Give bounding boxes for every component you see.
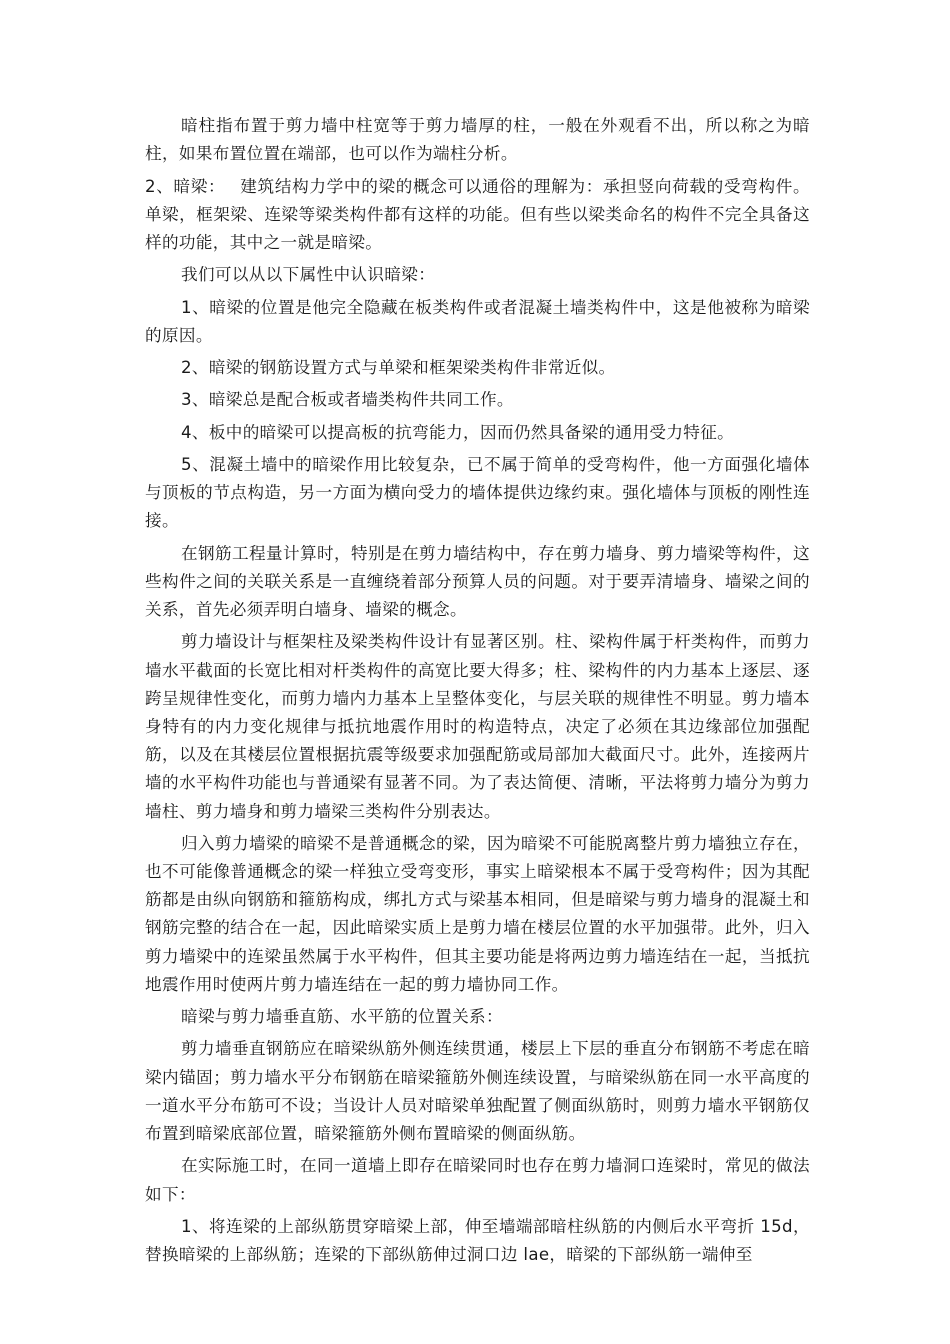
- paragraph-wall-beam-nature: 归入剪力墙梁的暗梁不是普通概念的梁，因为暗梁不可能脱离整片剪力墙独立存在，也不可能像普通概念的梁一样独立受弯变形，事实上暗梁根本不属于受弯构件；因为其配筋都是由纵向钢筋和箍筋构成，绑扎方式与梁基本相同，但是暗梁与剪力墙身的混凝土和钢筋完整的结合在一起，因此暗梁实质上是剪力墙在楼层位置的水平加强带。此外，归入剪力墙梁中的连梁虽然属于水平构件，但其主要功能是将两边剪力墙连结在一起，当抵抗地震作用时使两片剪力墙连结在一起的剪力墙协同工作。: [145, 833, 810, 994]
- list-item-2: 2、暗梁的钢筋设置方式与单梁和框架梁类构件非常近似。: [181, 358, 616, 377]
- paragraph-shear-wall-design: 剪力墙设计与框架柱及梁类构件设计有显著区别。柱、梁构件属于杆类构件，而剪力墙水平截面的长宽比相对杆类构件的高宽比要大得多；柱、梁构件的内力基本上逐层、逐跨呈规律性变化，而剪力墙内力基本上呈整体变化，与层关联的规律性不明显。剪力墙本身特有的内力变化规律与抵抗地震作用时的构造特点，决定了必须在其边缘部位加强配筋，以及在其楼层位置根据抗震等级要求加强配筋或局部加大截面尺寸。此外，连接两片墙的水平构件功能也与普通梁有显著不同。为了表达简便、清晰，平法将剪力墙分为剪力墙柱、剪力墙身和剪力墙梁三类构件分别表达。: [145, 632, 810, 821]
- paragraph-attributes-intro: 我们可以从以下属性中认识暗梁：: [181, 265, 436, 285]
- paragraph-quantity-calculation: 在钢筋工程量计算时，特别是在剪力墙结构中，存在剪力墙身、剪力墙梁等构件，这些构件之间的关联关系是一直缠绕着部分预算人员的问题。对于要弄清墙身、墙梁之间的关系，首先必须弄明白墙身、墙梁的概念。: [145, 543, 810, 619]
- paragraph-concealed-column: 暗柱指布置于剪力墙中柱宽等于剪力墙厚的柱，一般在外观看不出，所以称之为暗柱，如果布置位置在端部，也可以作为端柱分析。: [145, 116, 810, 164]
- paragraph-concealed-beam-definition: 2、暗梁： 建筑结构力学中的梁的概念可以通俗的理解为：承担竖向荷载的受弯构件。单梁，框架梁、连梁等梁类构件都有这样的功能。但有些以梁类命名的构件不完全具备这样的功能，其中之一就是暗梁。: [145, 176, 810, 252]
- document-body: [145, 112, 810, 1273]
- list-item-5: 5、混凝土墙中的暗梁作用比较复杂，已不属于简单的受弯构件，他一方面强化墙体与顶板的节点构造，另一方面为横向受力的墙体提供边缘约束。强化墙体与顶板的刚性连接。: [145, 454, 810, 531]
- list-item-4: 4、板中的暗梁可以提高板的抗弯能力，因而仍然具备梁的通用受力特征。: [181, 422, 735, 442]
- list-item-practice-1: 1、将连梁的上部纵筋贯穿暗梁上部，伸至墙端部暗柱纵筋的内侧后水平弯折 15d，替换暗梁的上部纵筋；连梁的下部纵筋伸过洞口边 lae，暗梁的下部纵筋一端伸至: [145, 1216, 810, 1265]
- paragraph-rebar-relation-heading: 暗梁与剪力墙垂直筋、水平筋的位置关系：: [181, 1007, 503, 1027]
- list-item-1: 1、暗梁的位置是他完全隐藏在板类构件或者混凝土墙类构件中，这是他被称为暗梁的原因。: [145, 297, 810, 345]
- paragraph-rebar-relation: 剪力墙垂直钢筋应在暗梁纵筋外侧连续贯通，楼层上下层的垂直分布钢筋不考虑在暗梁内锚固；剪力墙水平分布钢筋在暗梁箍筋外侧连续设置，与暗梁纵筋在同一水平高度的一道水平分布筋可不设；当设计人员对暗梁单独配置了侧面纵筋时，则剪力墙水平钢筋仅布置到暗梁底部位置，暗梁箍筋外侧布置暗梁的侧面纵筋。: [145, 1039, 810, 1144]
- paragraph-construction-practice: 在实际施工时，在同一道墙上即存在暗梁同时也存在剪力墙洞口连梁时，常见的做法如下：: [145, 1156, 810, 1204]
- list-item-3: 3、暗梁总是配合板或者墙类构件共同工作。: [181, 390, 514, 410]
